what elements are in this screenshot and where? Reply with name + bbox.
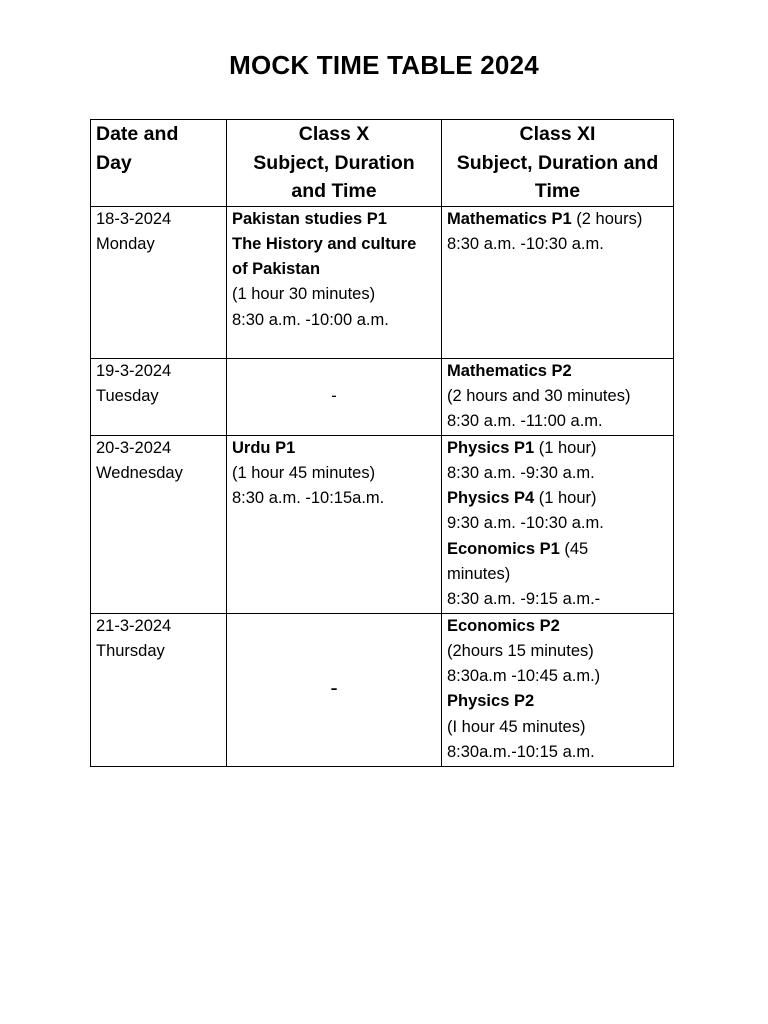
time: 8:30 a.m. -9:30 a.m.	[447, 463, 595, 482]
time: 8:30 a.m. -10:00 a.m.	[232, 310, 389, 329]
header-text: Subject, Duration and	[456, 151, 659, 174]
duration: (1 hour)	[534, 438, 597, 457]
header-text: Class XI	[519, 123, 596, 145]
header-text: Class X	[298, 123, 370, 145]
date: 21-3-2024	[96, 616, 172, 635]
subject: Economics P2	[447, 616, 560, 635]
subject: Physics P4	[447, 489, 535, 508]
class-x-cell	[227, 613, 442, 766]
table-row	[91, 206, 674, 358]
duration: (2hours 15 minutes)	[447, 641, 594, 660]
subject: Physics P2	[447, 692, 535, 711]
duration: (1 hour 45 minutes)	[232, 463, 376, 482]
date-day-cell	[91, 613, 227, 766]
subject: Physics P1	[447, 438, 535, 457]
time: 8:30a.m.-10:15 a.m.	[447, 743, 595, 762]
time: 8:30 a.m. -10:15a.m.	[232, 489, 385, 508]
header-class-xi	[442, 120, 674, 207]
subject: of Pakistan	[232, 260, 321, 279]
date: 20-3-2024	[96, 438, 172, 457]
duration: (2 hours)	[571, 209, 643, 228]
duration: (1 hour)	[534, 489, 597, 508]
day: Monday	[96, 234, 155, 253]
duration: (2 hours and 30 minutes)	[447, 386, 631, 405]
empty-dash: -	[330, 675, 338, 701]
day: Tuesday	[96, 386, 159, 405]
subject: Mathematics P2	[447, 361, 572, 380]
class-x-cell	[227, 435, 442, 613]
subject: The History and culture	[232, 234, 417, 253]
table-row	[91, 435, 674, 613]
class-xi-cell	[442, 206, 674, 358]
subject: Urdu P1	[232, 438, 296, 457]
date-day-cell	[91, 358, 227, 435]
header-text: Time	[534, 180, 581, 202]
page-title: MOCK TIME TABLE 2024	[229, 50, 539, 80]
header-class-x	[227, 120, 442, 207]
class-x-cell	[227, 206, 442, 358]
header-text: Date and	[96, 123, 179, 145]
date-day-cell	[91, 206, 227, 358]
header-row	[91, 120, 674, 207]
header-text: Subject, Duration	[253, 151, 415, 174]
timetable	[90, 119, 674, 767]
header-text: Day	[96, 151, 132, 174]
duration: (I hour 45 minutes)	[447, 717, 586, 736]
date-day-cell	[91, 435, 227, 613]
date: 18-3-2024	[96, 209, 172, 228]
class-xi-cell	[442, 358, 674, 435]
date: 19-3-2024	[96, 361, 172, 380]
header-text: and Time	[291, 180, 377, 202]
class-xi-cell	[442, 613, 674, 766]
subject: Pakistan studies P1	[232, 209, 387, 228]
time: 8:30 a.m. -10:30 a.m.	[447, 234, 604, 253]
duration: (1 hour 30 minutes)	[232, 285, 376, 304]
duration: minutes)	[447, 564, 511, 583]
subject: Economics P1	[447, 539, 560, 558]
empty-dash: -	[331, 386, 337, 405]
day: Wednesday	[96, 463, 183, 482]
duration: (45	[559, 539, 589, 558]
table-row	[91, 358, 674, 435]
time: 8:30 a.m. -9:15 a.m.-	[447, 590, 601, 609]
time: 8:30a.m -10:45 a.m.)	[447, 667, 601, 686]
time: 9:30 a.m. -10:30 a.m.	[447, 514, 604, 533]
header-date-day	[91, 120, 227, 207]
time: 8:30 a.m. -11:00 a.m.	[447, 412, 603, 431]
subject: Mathematics P1	[447, 209, 572, 228]
table-row	[91, 613, 674, 766]
class-x-cell	[227, 358, 442, 435]
day: Thursday	[96, 641, 165, 660]
class-xi-cell	[442, 435, 674, 613]
